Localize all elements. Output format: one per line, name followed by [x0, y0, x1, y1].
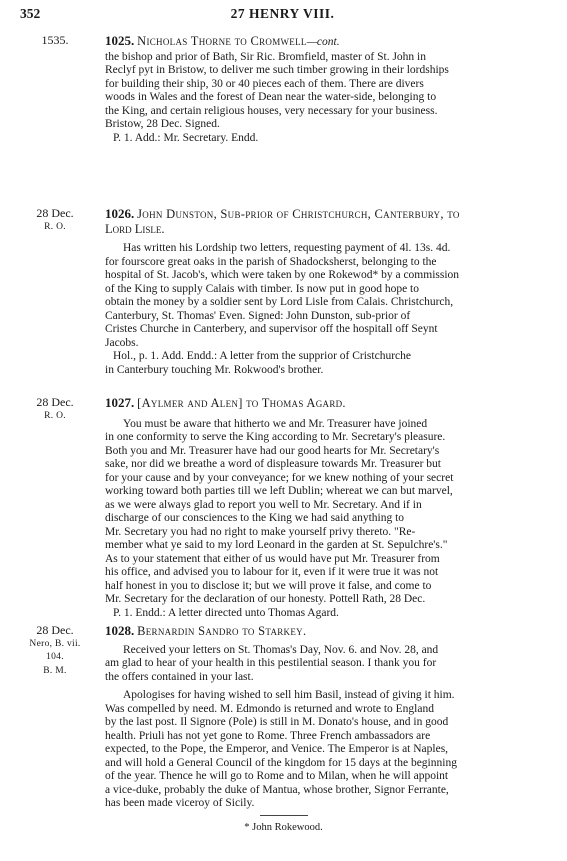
entry-title: [Aylmer and Alen] to Thomas Agard. — [137, 396, 346, 410]
text-line: member what ye said to my lord Leonard in the garden at St. Sepulchre's." — [105, 539, 448, 551]
text-line: Bristow, 28 Dec. Signed. — [105, 118, 220, 130]
text-line: expected, to the Pope, the Emperor, and Venice. The Emperor is at Naples, — [105, 743, 449, 755]
text-line: obtain the money by a soldier sent by Lord Lisle from Calais. Christchurch, — [105, 296, 454, 308]
footnote: * John Rokewood. — [244, 822, 323, 833]
entry-date: 28 Dec. — [36, 623, 74, 637]
entry-date: 1535. — [41, 33, 69, 47]
entry-heading — [105, 207, 541, 223]
entry-text — [105, 51, 541, 132]
text-line: am glad to hear of your health in this pestilential season. I thank you for — [105, 657, 437, 669]
text-line: As to your statement that either of us would have put Mr. Treasurer from — [105, 552, 440, 565]
text-line: Reclyf pyt in Bristow, to deliver me such timber growing in their lordships — [105, 64, 449, 76]
text-line: the bishop and prior of Bath, Sir Ric. Bromfield, master of St. John in — [105, 50, 427, 63]
entry-title-continued: Lord Lisle. — [105, 221, 165, 236]
entry-date: 28 Dec. — [36, 206, 74, 220]
text-line: his office, and advised you to labour for it, even if it were true it was not — [105, 566, 439, 578]
entry-margin — [14, 624, 96, 678]
entry-number: 1028. — [105, 623, 135, 638]
text-line: Apologises for having wished to sell him Basil, instead of giving it him. — [123, 689, 455, 701]
entry-text — [105, 242, 541, 350]
footnote-rule — [260, 815, 308, 816]
text-line: Mr. Secretary for the declaration of our honesty. Pottell Rath, 28 Dec. — [105, 593, 426, 605]
entry-date: 28 Dec. — [36, 395, 74, 409]
entry-text — [105, 418, 541, 607]
entry-margin — [14, 34, 96, 48]
entry-continued: —cont. — [306, 36, 340, 48]
text-line: in one conformity to serve the King according to Mr. Secretary's pleasure. — [105, 431, 446, 443]
entry-source-repo: B. M. — [43, 665, 67, 676]
text-line: Has written his Lordship two letters, requesting payment of 4l. 13s. 4d. — [123, 242, 451, 254]
entry-body — [105, 207, 541, 377]
text-line: for building their ship, 30 or 40 pieces each of them. There are divers — [105, 77, 424, 90]
entry-body — [105, 34, 541, 145]
text-line: discharge of our consciences to the King we had said anything to — [105, 512, 405, 524]
entry-source-ref: R. O. — [44, 410, 66, 421]
entry-title: John Dunston, Sub-prior of Christchurch, Canterbury, to — [137, 207, 460, 221]
entry-body — [105, 396, 541, 620]
entry-title: Bernardin Sandro to Starkey. — [137, 624, 307, 638]
entry-source-ref: Nero, B. vii. — [29, 638, 81, 649]
entry-heading — [105, 396, 541, 412]
entry-note: Hol., p. 1. Add. Endd.: A letter from the supprior of Cristchurche — [113, 350, 411, 362]
entry-source-ref: R. O. — [44, 221, 66, 232]
entry-note-cont: in Canterbury touching Mr. Rokwood's brother. — [105, 363, 324, 376]
entry-heading — [105, 34, 541, 50]
text-line: Mr. Secretary you had no right to make yourself privy thereto. "Re- — [105, 525, 416, 538]
text-line: of the King to supply Calais with timber. Is now put in good hope to — [105, 282, 419, 295]
entry-margin — [14, 207, 96, 234]
text-line: for your cause and by your conveyance; for we knew nothing of your secret — [105, 471, 454, 484]
text-line: sake, nor did we breathe a word of displeasure towards Mr. Treasurer but — [105, 458, 441, 470]
text-line: as we were always glad to report you well to Mr. Secretary. And if in — [105, 498, 422, 511]
entry-body — [105, 624, 541, 811]
text-line: Both you and Mr. Treasurer have had our good hearts for Mr. Secretary's — [105, 444, 440, 457]
entry-note: P. 1. Add.: Mr. Secretary. Endd. — [113, 131, 259, 144]
text-line: the offers contained in your last. — [105, 670, 254, 683]
entry-paragraph-2 — [105, 689, 541, 811]
text-line: a vice-duke, probably the duke of Mantua, whose brother, Signor Ferrante, — [105, 783, 449, 796]
page-number: 352 — [20, 6, 41, 21]
entry-number: 1025. — [105, 33, 135, 48]
text-line: You must be aware that hitherto we and Mr. Treasurer have joined — [123, 417, 428, 430]
text-line: Cristes Churche in Canterbery, and supervisor off the hospitall off Seynt — [105, 323, 438, 335]
text-line: Canterbury, St. Thomas' Even. Signed: John Dunston, sub-prior of — [105, 309, 411, 322]
entry-heading — [105, 624, 541, 640]
running-title: 27 HENRY VIII. — [230, 6, 335, 21]
text-line: health. Priuli has not yet gone to Rome. Three French ambassadors are — [105, 729, 431, 742]
text-line: woods in Wales and the forest of Dean near the water-side, belonging to — [105, 91, 437, 103]
entry-margin — [14, 396, 96, 423]
entry-note: P. 1. Endd.: A letter directed unto Thomas Agard. — [113, 606, 339, 619]
entry-source-folio: 104. — [46, 652, 64, 662]
entry-number: 1026. — [105, 206, 135, 221]
text-line: working toward both parties till we left Dublin; whereat we can but marvel, — [105, 485, 453, 497]
entry-number: 1027. — [105, 395, 135, 410]
text-line: hospital of St. Jacob's, which were taken by one Rokewod* by a commission — [105, 269, 460, 281]
text-line: for fourscore great oaks in the parish of Shadocksherst, belonging to the — [105, 255, 437, 268]
entry-paragraph-1 — [105, 644, 541, 685]
text-line: by the last post. Il Signore (Pole) is still in M. Donato's house, and in good — [105, 716, 449, 728]
text-line: of the year. Thence he will go to Rome and to Milan, when he will appoint — [105, 770, 449, 782]
text-line: and will hold a General Council of the kingdom for 15 days at the beginning — [105, 756, 457, 769]
text-line: half honest in you to disclose it; but we will prove it false, and come to — [105, 579, 432, 592]
text-line: the King, and certain religious houses, very necessary for your business. — [105, 104, 438, 117]
entry-title: Nicholas Thorne to Cromwell — [137, 34, 307, 48]
text-line: Received your letters on St. Thomas's Day, Nov. 6. and Nov. 28, and — [123, 643, 439, 656]
text-line: Jacobs. — [105, 336, 139, 349]
text-line: has been made viceroy of Sicily. — [105, 797, 255, 809]
text-line: Was compelled by need. M. Edmondo is returned and wrote to England — [105, 702, 434, 715]
running-header — [20, 6, 545, 26]
